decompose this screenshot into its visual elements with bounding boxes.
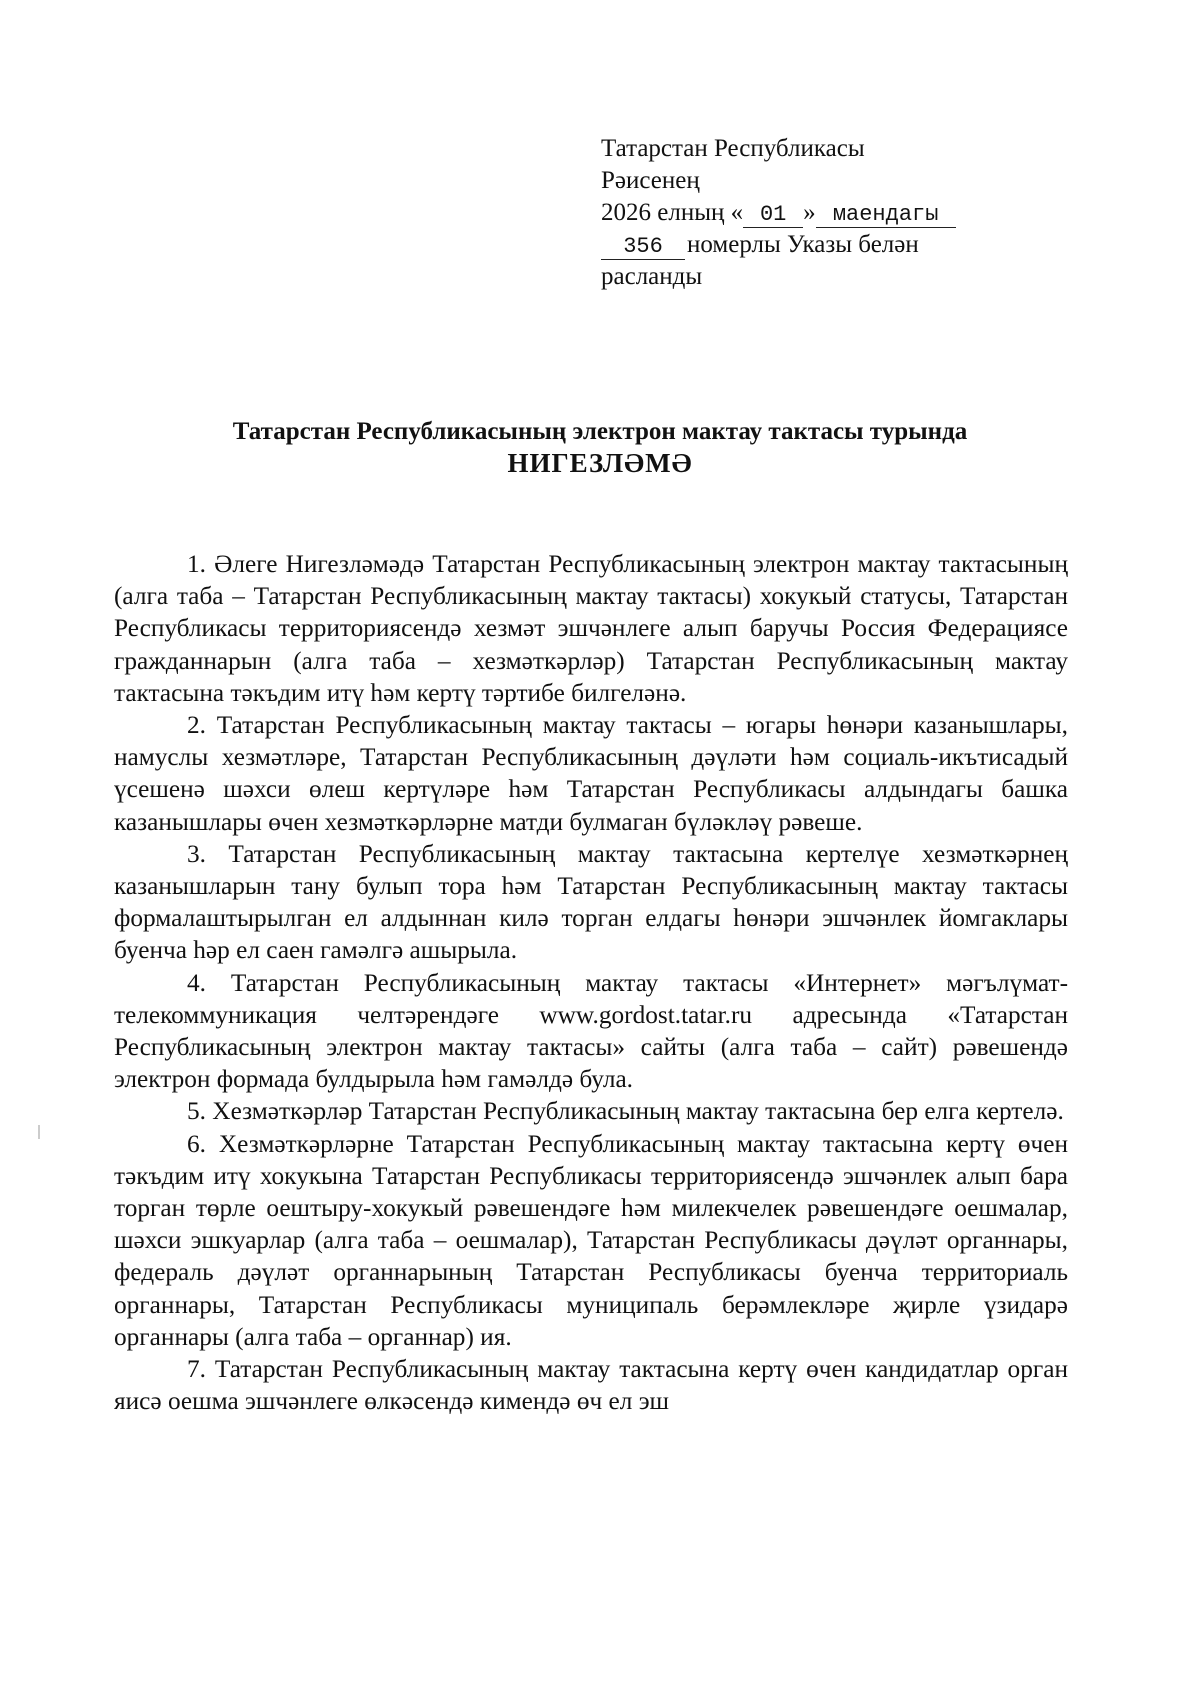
paragraph-7: 7. Татарстан Республикасының мактау тактасына кертү өчен кандидатлар орган яисә оешма эшчәнлеге өлкәсендә кимендә өч ел эш (114, 1355, 1068, 1416)
paragraph-4: 4. Татарстан Республикасының мактау тактасы «Интернет» мәгълүмат-телекоммуникация челтәрендәге www.gordost.tatar.ru адресында «Татарстан Республикасының электрон мактау тактасы» сайты (алга таба – сайт) рәвешендә электрон формада булдырыла һәм гамәлдә була. (114, 968, 1068, 1094)
approval-day-field: 01 (743, 203, 803, 228)
scan-artifact (38, 1125, 40, 1139)
paragraph-5: 5. Хезмәткәрләр Татарстан Республикасының мактау тактасына бер елга кертелә. (187, 1097, 1064, 1126)
approval-number-suffix: номерлы Указы белән (687, 231, 919, 258)
approval-line-approved: расланды (601, 263, 703, 290)
approval-line-head: Рәисенең (601, 167, 700, 194)
approval-line-republic: Татарстан Республикасы (601, 135, 865, 162)
document-subtitle: НИГЕЗЛӘМӘ (507, 448, 693, 478)
paragraph-1: 1. Әлеге Нигезләмәдә Татарстан Республикасының электрон мактау тактасының (алга таба – Татарстан Республикасының мактау тактасы) хокукый статусы, Татарстан Республикасы территориясендә хезмәт эшчәнлеге алып баручы Россия Федерациясе гражданнарын (алга таба – хезмәткәрләр) Татарстан Республикасының мактау тактасына тәкъдим итү һәм кертү тәртибе билгеләнә. (114, 550, 1068, 707)
approval-stamp (601, 133, 1081, 293)
paragraph-6: 6. Хезмәткәрләрне Татарстан Республикасының мактау тактасына кертү өчен тәкъдим итү хокукына Татарстан Республикасы территориясендә эшчәнлек алып бара торган төрле оештыру-хокукый рәвешендәге һәм милекчелек рәвешендәге оешмалар, шәхси эшкуарлар (алга таба – оешмалар), Татарстан Республикасы дәүләт органнары, федераль дәүләт органнарының Татарстан Республикасы буенча территориаль органнары, Татарстан Республикасы муниципаль берәмлекләре җирле үзидарә органнары (алга таба – органнар) ия. (114, 1129, 1068, 1351)
document-body (114, 548, 1068, 1417)
approval-number-field: 356 (601, 235, 685, 260)
approval-line-number (601, 229, 1081, 261)
approval-month-field: маендагы (816, 203, 956, 228)
document-heading (100, 417, 1100, 479)
document-title: Татарстан Республикасының электрон мактау тактасы турында (232, 418, 968, 445)
paragraph-3: 3. Татарстан Республикасының мактау тактасына кертелүе хезмәткәрнең казанышларын тану булып тора һәм Татарстан Республикасының мактау тактасы формалаштырылган ел алдыннан килә торган елдагы һөнәри эшчәнлек йомгаклары буенча һәр ел саен гамәлгә ашырыла. (114, 839, 1068, 965)
approval-line-date (601, 197, 1081, 229)
approval-year-prefix: 2026 елның « (601, 199, 744, 226)
approval-day-close: » (803, 199, 816, 226)
paragraph-2: 2. Татарстан Республикасының мактау тактасы – югары һөнәри казанышлары, намуслы хезмәтләре, Татарстан Республикасының дәүләти һәм социаль-икътисадый үсешенә шәхси өлеш кертүләре һәм Татарстан Республикасы алдындагы башка казанышлары өчен хезмәткәрләрне матди булмаган бүләкләү рәвеше. (114, 711, 1068, 836)
